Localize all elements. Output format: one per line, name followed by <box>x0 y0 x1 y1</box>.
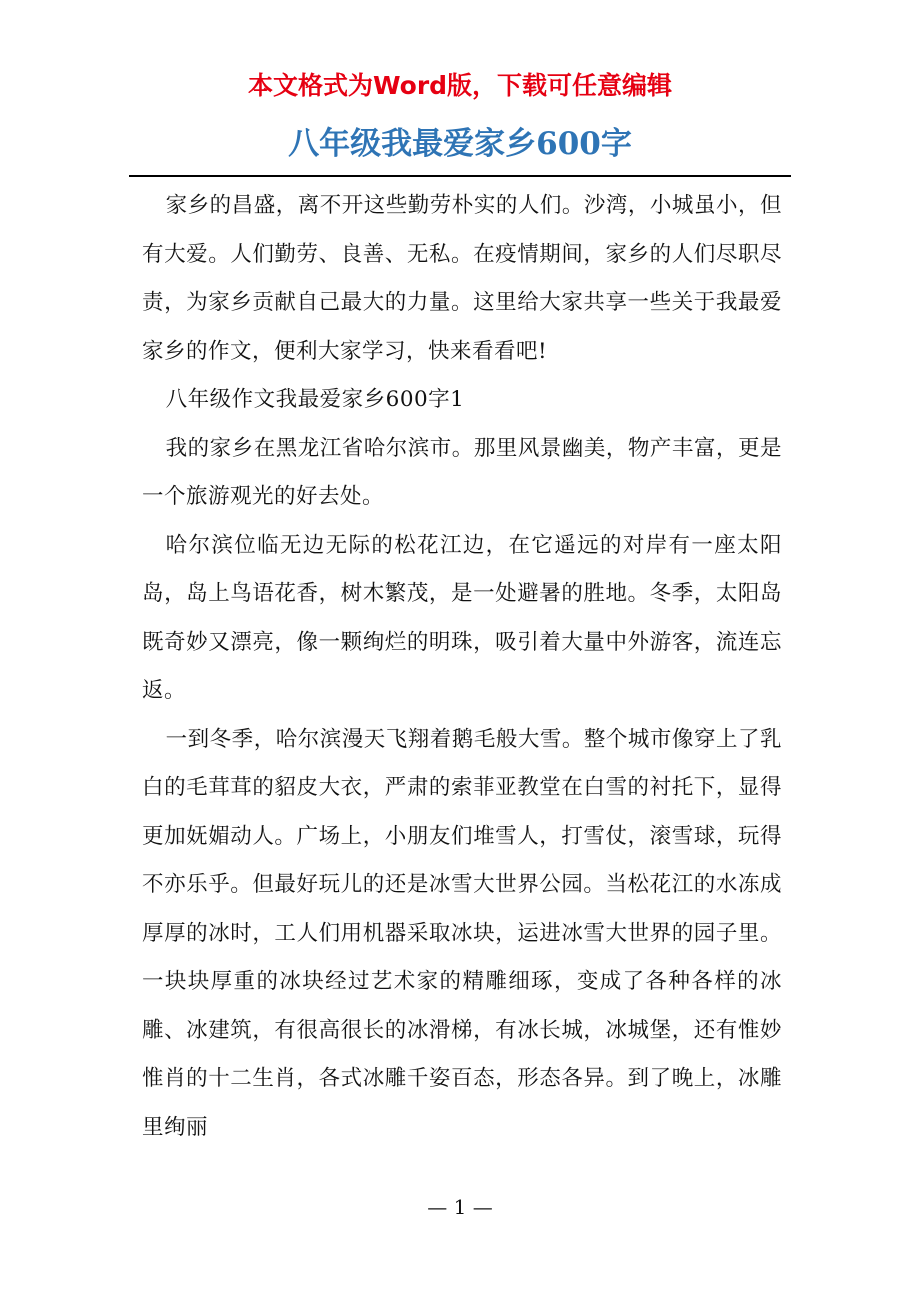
page-number: — 1 — <box>427 1195 493 1219</box>
document-title: 八年级我最爱家乡600字 <box>288 126 632 162</box>
document-body <box>142 182 782 1152</box>
essay-heading: 八年级作文我最爱家乡600字1 <box>165 387 465 412</box>
intro-paragraph: 家乡的昌盛，离不开这些勤劳朴实的人们。沙湾，小城虽小，但有大爱。人们勤劳、良善、无私。在疫情期间，家乡的人们尽职尽责，为家乡贡献自己最大的力量。这里给大家共享一些关于我最爱家乡的作文，便利大家学习，快来看看吧! <box>142 193 782 364</box>
body-paragraph: 我的家乡在黑龙江省哈尔滨市。那里风景幽美，物产丰富，更是一个旅游观光的好去处。 <box>142 435 782 509</box>
body-paragraph: 一到冬季，哈尔滨漫天飞翔着鹅毛般大雪。整个城市像穿上了乳白的毛茸茸的貂皮大衣，严肃的索菲亚教堂在白雪的衬托下，显得更加妩媚动人。广场上，小朋友们堆雪人，打雪仗，滚雪球，玩得不亦乐乎。但最好玩儿的还是冰雪大世界公园。当松花江的水冻成厚厚的冰时，工人们用机器采取冰块，运进冰雪大世界的园子里。一块块厚重的冰块经过艺术家的精雕细琢，变成了各种各样的冰雕、冰建筑，有很高很长的冰滑梯，有冰长城，冰城堡，还有惟妙惟肖的十二生肖，各式冰雕千姿百态，形态各异。到了晚上，冰雕里绚丽 <box>142 726 782 1140</box>
body-paragraph: 哈尔滨位临无边无际的松花江边，在它遥远的对岸有一座太阳岛，岛上鸟语花香，树木繁茂，是一处避暑的胜地。冬季，太阳岛既奇妙又漂亮，像一颗绚烂的明珠，吸引着大量中外游客，流连忘返。 <box>142 532 782 703</box>
format-notice: 本文格式为Word版，下载可任意编辑 <box>247 71 673 100</box>
title-divider <box>129 175 791 177</box>
